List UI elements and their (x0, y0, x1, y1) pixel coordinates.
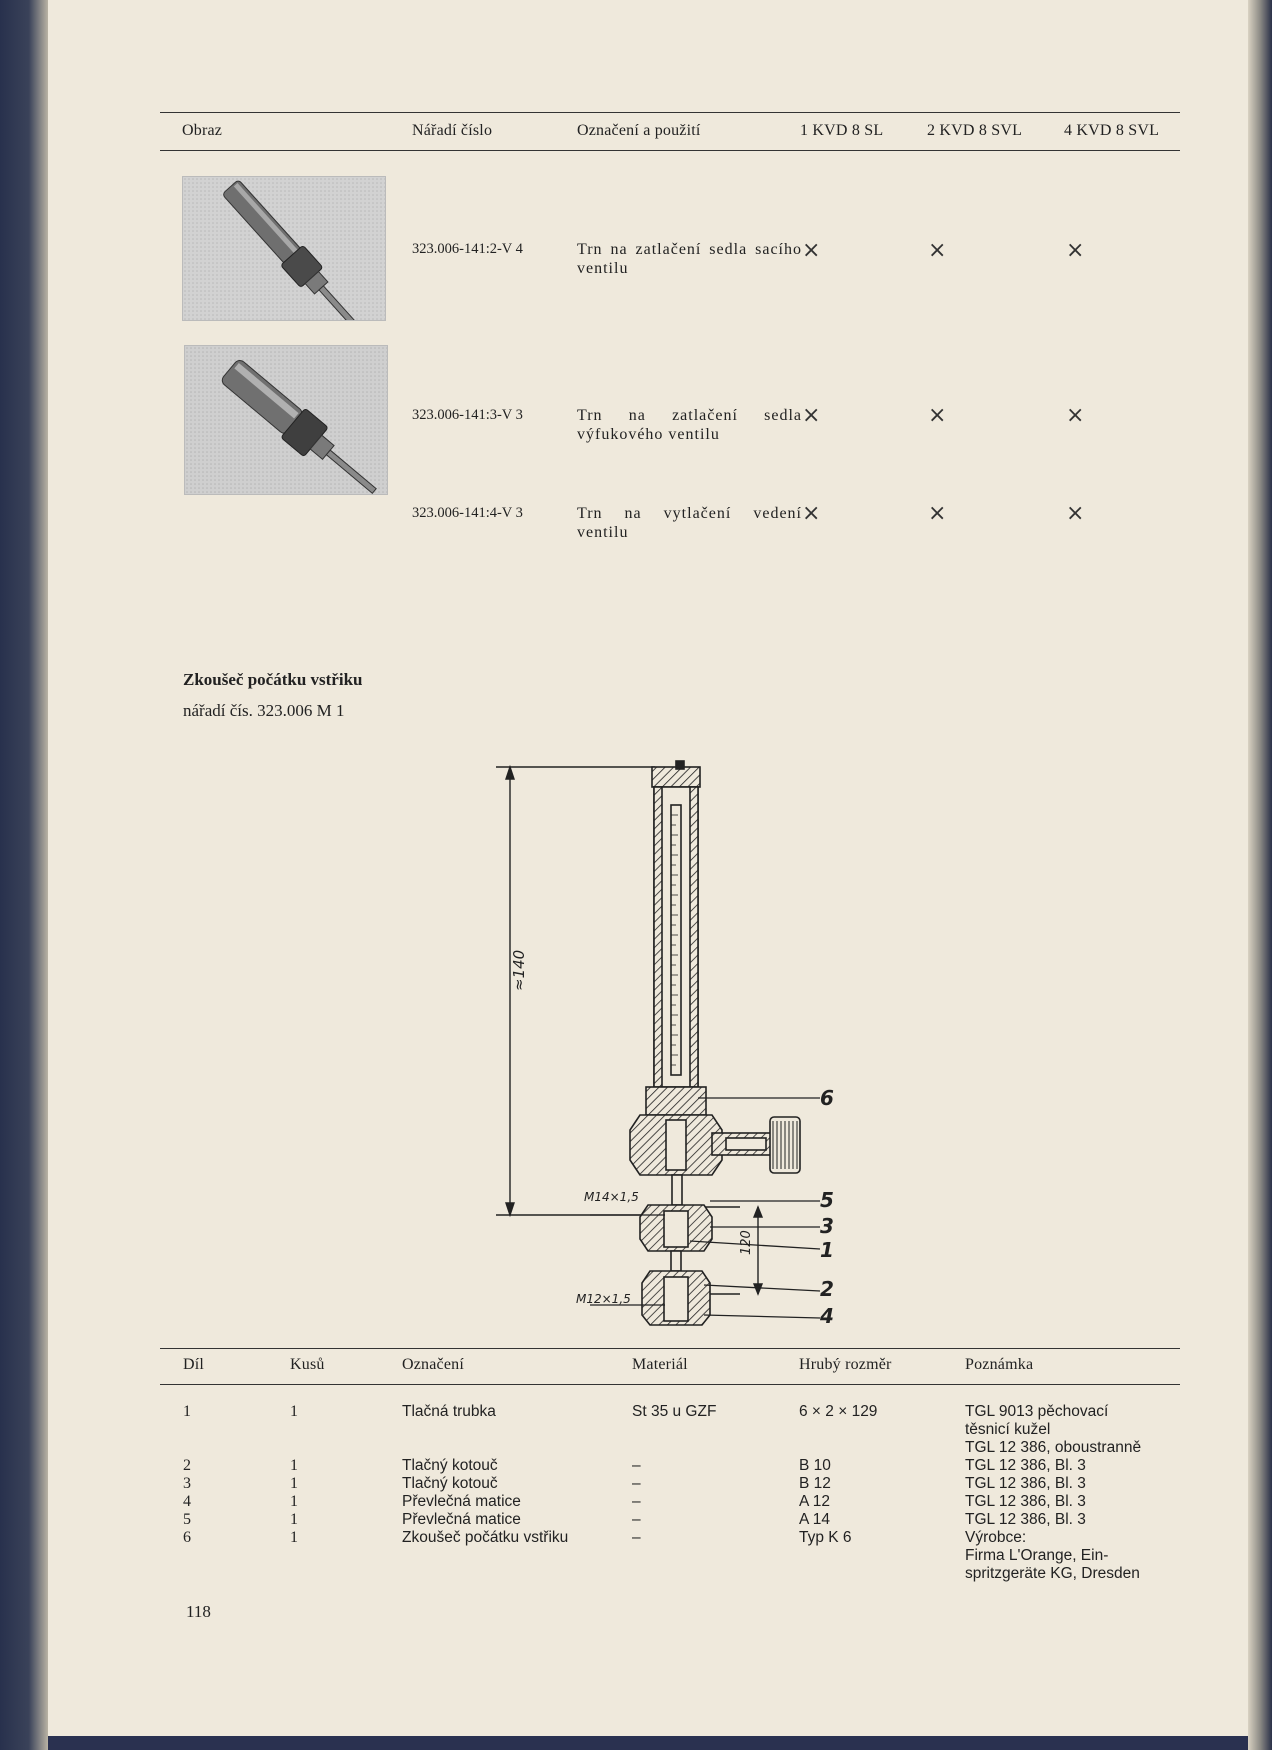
part-kusu: 1 (290, 1403, 298, 1420)
tool-mark-3-2: × (928, 501, 947, 526)
dimension-120-label: 120 (739, 1230, 754, 1255)
tool-mark-1-1: × (802, 238, 821, 263)
part-oznaceni: Převlečná matice (402, 1511, 521, 1528)
tool-photo-1 (182, 176, 386, 321)
page-bottom-edge (48, 1736, 1248, 1750)
parts-header-material: Materiál (632, 1356, 688, 1373)
col-header-4kvd: 4 KVD 8 SVL (1064, 122, 1160, 139)
part-oznaceni: Převlečná matice (402, 1493, 521, 1510)
part-poznamka-line: Firma L'Orange, Ein- (965, 1547, 1109, 1564)
part-dil: 6 (183, 1529, 191, 1546)
part-oznaceni: Tlačný kotouč (402, 1457, 498, 1474)
tool-mark-2-2: × (928, 403, 947, 428)
part-rozmer: 6 × 2 × 129 (799, 1403, 878, 1420)
part-kusu: 1 (290, 1529, 298, 1546)
page-edge (1248, 0, 1272, 1750)
part-dil: 2 (183, 1457, 191, 1474)
callout-4: 4 (820, 1304, 834, 1328)
part-kusu: 1 (290, 1511, 298, 1528)
col-header-1kvd: 1 KVD 8 SL (800, 122, 884, 139)
part-dil: 5 (183, 1511, 191, 1528)
tool-mark-1-3: × (1066, 238, 1085, 263)
part-poznamka-line: těsnicí kužel (965, 1421, 1051, 1438)
parts-header-dil: Díl (183, 1356, 205, 1373)
part-poznamka-line: TGL 12 386, Bl. 3 (965, 1493, 1086, 1510)
tool-code-1: 323.006-141:2-V 4 (412, 241, 523, 257)
part-poznamka-line: TGL 12 386, oboustranně (965, 1439, 1142, 1456)
callout-6: 6 (820, 1086, 834, 1110)
tool-desc-1: Trn na zatlačení sedla sacího ventilu (577, 241, 802, 277)
part-rozmer: Typ K 6 (799, 1529, 852, 1546)
col-header-oznaceni: Označení a použití (577, 122, 701, 139)
callout-1: 1 (820, 1238, 834, 1262)
callout-5: 5 (820, 1188, 834, 1212)
injection-tester-drawing (490, 755, 910, 1330)
parts-header-kusu: Kusů (290, 1356, 325, 1373)
tool-mark-3-1: × (802, 501, 821, 526)
tool-photo-2 (184, 345, 388, 495)
parts-header-poznamka: Poznámka (965, 1356, 1034, 1373)
col-header-obraz: Obraz (182, 122, 223, 139)
part-kusu: 1 (290, 1475, 298, 1492)
parts-header-rule (160, 1384, 1180, 1385)
part-poznamka-line: TGL 12 386, Bl. 3 (965, 1511, 1086, 1528)
part-poznamka-line: Výrobce: (965, 1529, 1027, 1546)
tool-mark-2-3: × (1066, 403, 1085, 428)
part-poznamka-line: TGL 12 386, Bl. 3 (965, 1475, 1086, 1492)
tool-code-2: 323.006-141:3-V 3 (412, 407, 523, 423)
part-kusu: 1 (290, 1457, 298, 1474)
parts-header-rozmer: Hrubý rozměr (799, 1356, 892, 1373)
tool-code-3: 323.006-141:4-V 3 (412, 505, 523, 521)
part-rozmer: B 12 (799, 1475, 831, 1492)
part-oznaceni: Zkoušeč počátku vstřiku (402, 1529, 569, 1546)
tool-mark-3-3: × (1066, 501, 1085, 526)
table-top-rule (160, 112, 1180, 113)
part-rozmer: B 10 (799, 1457, 831, 1474)
callout-3: 3 (820, 1214, 834, 1238)
thread-bottom-label: M12×1,5 (576, 1292, 631, 1306)
tool-mark-2-1: × (802, 403, 821, 428)
col-header-2kvd: 2 KVD 8 SVL (927, 122, 1023, 139)
part-poznamka-line: spritzgeräte KG, Dresden (965, 1565, 1140, 1582)
part-material: – (632, 1475, 641, 1492)
book-spine (0, 0, 48, 1750)
parts-table-top-rule (160, 1348, 1180, 1349)
tool-mark-1-2: × (928, 238, 947, 263)
part-poznamka-line: TGL 12 386, Bl. 3 (965, 1457, 1086, 1474)
part-material: St 35 u GZF (632, 1403, 717, 1420)
part-rozmer: A 14 (799, 1511, 831, 1528)
part-material: – (632, 1511, 641, 1528)
tool-desc-2: Trn na zatlačení sedla výfukového ventilu (577, 407, 802, 443)
parts-header-oznaceni: Označení (402, 1356, 465, 1373)
part-dil: 1 (183, 1403, 191, 1420)
section-title: Zkoušeč počátku vstřiku (183, 670, 363, 689)
part-material: – (632, 1493, 641, 1510)
dimension-height-label: ≈140 (510, 949, 528, 991)
col-header-naradi-cislo: Nářadí číslo (412, 122, 493, 139)
part-oznaceni: Tlačný kotouč (402, 1475, 498, 1492)
part-dil: 3 (183, 1475, 191, 1492)
callout-2: 2 (820, 1277, 834, 1301)
part-rozmer: A 12 (799, 1493, 831, 1510)
part-material: – (632, 1529, 641, 1546)
part-poznamka-line: TGL 9013 pěchovací (965, 1403, 1109, 1420)
part-oznaceni: Tlačná trubka (402, 1403, 496, 1420)
part-kusu: 1 (290, 1493, 298, 1510)
tester-body (630, 761, 800, 1325)
page-number: 118 (186, 1602, 211, 1621)
part-dil: 4 (183, 1493, 191, 1510)
tool-desc-3: Trn na vytlačení vedení ventilu (577, 505, 802, 541)
table-header-rule (160, 150, 1180, 151)
thread-top-label: M14×1,5 (584, 1190, 639, 1204)
section-subtitle: nářadí čís. 323.006 M 1 (183, 701, 345, 720)
part-material: – (632, 1457, 641, 1474)
